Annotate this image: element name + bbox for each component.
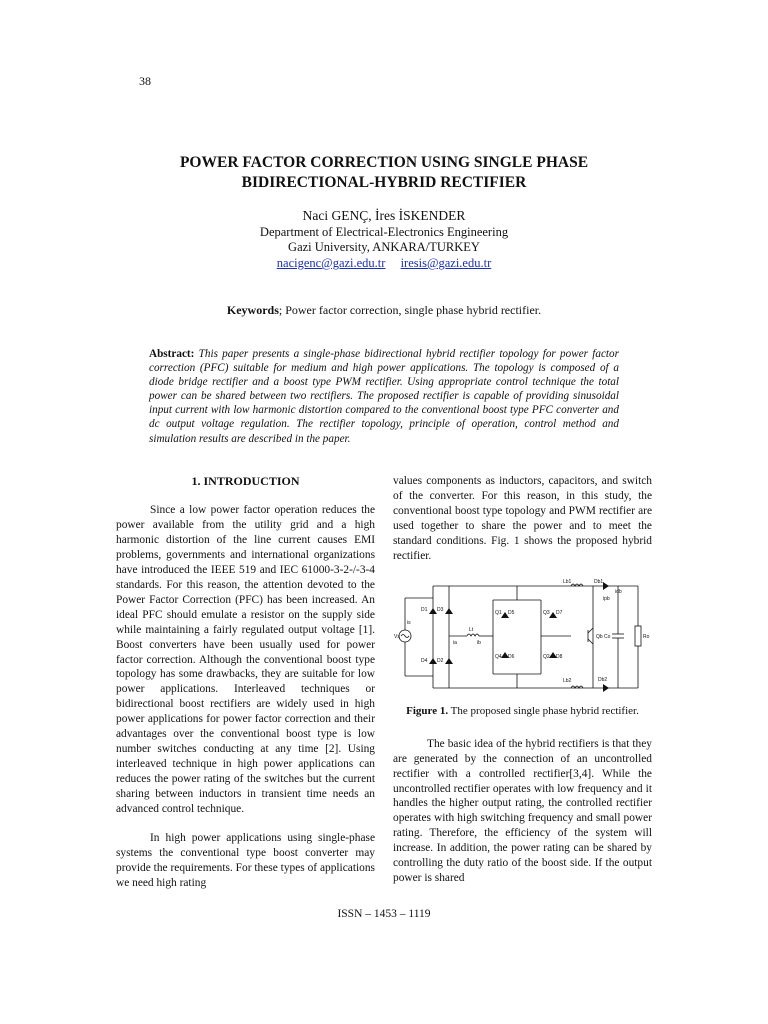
- label-co: Co: [604, 633, 611, 640]
- intro-paragraph-2: In high power applications using single-phase systems the conventional type boost converter may provide the requirements. For these types of applications we need high rating: [116, 832, 375, 889]
- section-heading-introduction: 1. INTRODUCTION: [191, 474, 300, 488]
- abstract: [149, 347, 619, 446]
- keywords-text: Power factor correction, single phase hybrid rectifier.: [282, 303, 542, 317]
- label-qb: Qb: [596, 633, 603, 640]
- label-q2: Q2: [543, 653, 550, 660]
- department: Department of Electrical-Electronics Engineering: [259, 225, 509, 239]
- page-number: 38: [139, 74, 151, 88]
- figure-1-caption-text: The proposed single phase hybrid rectifier.: [448, 704, 639, 717]
- label-d5: D5: [508, 609, 515, 616]
- author-emails: [0, 256, 768, 271]
- abstract-text: This paper presents a single-phase bidirectional hybrid rectifier topology for power factor correction (PFC) suitable for medium and high power applications. The topology is composed of a diode bridge rectifier and a boost type PWM rectifier. Using appropriate control technique the total power can be shared between two rectifiers. The proposed rectifier is capable of providing sinusoidal input current with low harmonic distortion compared to the conventional boost type PFC converter and dc output voltage regulation. The rectifier topology, principle of operation, control method and simulation results are described in the paper.: [149, 348, 619, 445]
- label-ro: Ro: [643, 633, 650, 640]
- label-ipb: ipb: [603, 595, 610, 602]
- label-lt: Lt: [469, 626, 474, 633]
- intro-paragraph-1: Since a low power factor operation reduces the power available from the utility grid and a high harmonic distortion of the line current causes EMI problems, governments and international organizations have introduced the IEEE 519 and IEC 61000-3-2-/-3-4 standards. For this reason, the attention devoted to the Power Factor Correction (PFC) has been increased. An ideal PFC should emulate a resistor on the supply side while maintaining a fairly regulated output voltage [1]. Boost converters have been usually used for power factor correction. Although the conventional boost type topology has some drawbacks, they are suitable for low power applications. Interleaved techniques or bidirectional boost rectifiers are widely used in high power applications for power factor correction and their advantages over the conventional boost type is low number switches conducting at any time [2]. Using interleaved technique in high power applications can reduces the power rating of the switches but the current sharing between inductors in transient time needs an advanced control technique.: [116, 504, 375, 816]
- label-ib: ib: [477, 639, 481, 646]
- label-d7: D7: [556, 609, 563, 616]
- figure-1-label: Figure 1.: [406, 704, 449, 717]
- label-d8: D8: [556, 653, 563, 660]
- label-lb1: Lb1: [563, 578, 572, 585]
- label-d2: D2: [437, 657, 444, 664]
- keywords: [0, 303, 768, 318]
- right-column: [393, 474, 652, 900]
- label-db2: Db2: [598, 676, 608, 683]
- label-lb2: Lb2: [563, 677, 572, 684]
- abstract-separator: :: [190, 348, 199, 360]
- title-line-1: POWER FACTOR CORRECTION USING SINGLE PHASE: [179, 154, 589, 171]
- circuit-diagram: [393, 578, 652, 696]
- label-q4: Q4: [495, 653, 502, 660]
- label-ia: ia: [453, 639, 457, 646]
- email-link-2[interactable]: iresis@gazi.edu.tr: [400, 256, 492, 270]
- label-d4: D4: [421, 657, 428, 664]
- title-line-2: BIDIRECTIONAL-HYBRID RECTIFIER: [241, 174, 527, 191]
- figure-1-circuit: [393, 578, 652, 696]
- email-link-1[interactable]: nacigenc@gazi.edu.tr: [276, 256, 386, 270]
- label-is: is: [407, 619, 411, 626]
- keywords-separator: ;: [278, 303, 283, 317]
- label-d3: D3: [437, 606, 444, 613]
- authors: Naci GENÇ, İres İSKENDER: [302, 208, 466, 223]
- label-q3: Q3: [543, 609, 550, 616]
- keywords-label: Keywords: [226, 303, 279, 317]
- label-db1: Db1: [594, 578, 604, 585]
- abstract-label: Abstract: [149, 348, 191, 360]
- label-d1: D1: [421, 606, 428, 613]
- label-idb: idb: [615, 588, 622, 595]
- label-d6: D6: [508, 653, 515, 660]
- label-q1: Q1: [495, 609, 502, 616]
- intro-paragraph-2-continued: values components as inductors, capacitors, and switch of the converter. For this reason, in this study, the conventional boost type topology and PWM rectifier are used together to share the power and to meet the standard conditions. Fig. 1 shows the proposed hybrid rectifier.: [393, 475, 652, 562]
- label-vs: Vs: [394, 633, 400, 640]
- intro-paragraph-3: The basic idea of the hybrid rectifiers is that they are generated by the connection of an uncontrolled rectifier with a controlled rectifier[3,4]. While the uncontrolled rectifier operates with low frequency and it handles the higher output rating, the controlled rectifier operates with high switching frequency and small power rating. Therefore, the efficiency of the system will increase. In addition, the power rating can be shared by controlling the duty ratio of the boost side. If the output power is shared: [393, 737, 652, 885]
- university: Gazi University, ANKARA/TURKEY: [288, 240, 480, 254]
- figure-1-caption: [393, 704, 652, 719]
- left-column: [116, 474, 375, 905]
- issn-footer: ISSN – 1453 – 1119: [337, 908, 431, 920]
- paper-title: [100, 153, 668, 193]
